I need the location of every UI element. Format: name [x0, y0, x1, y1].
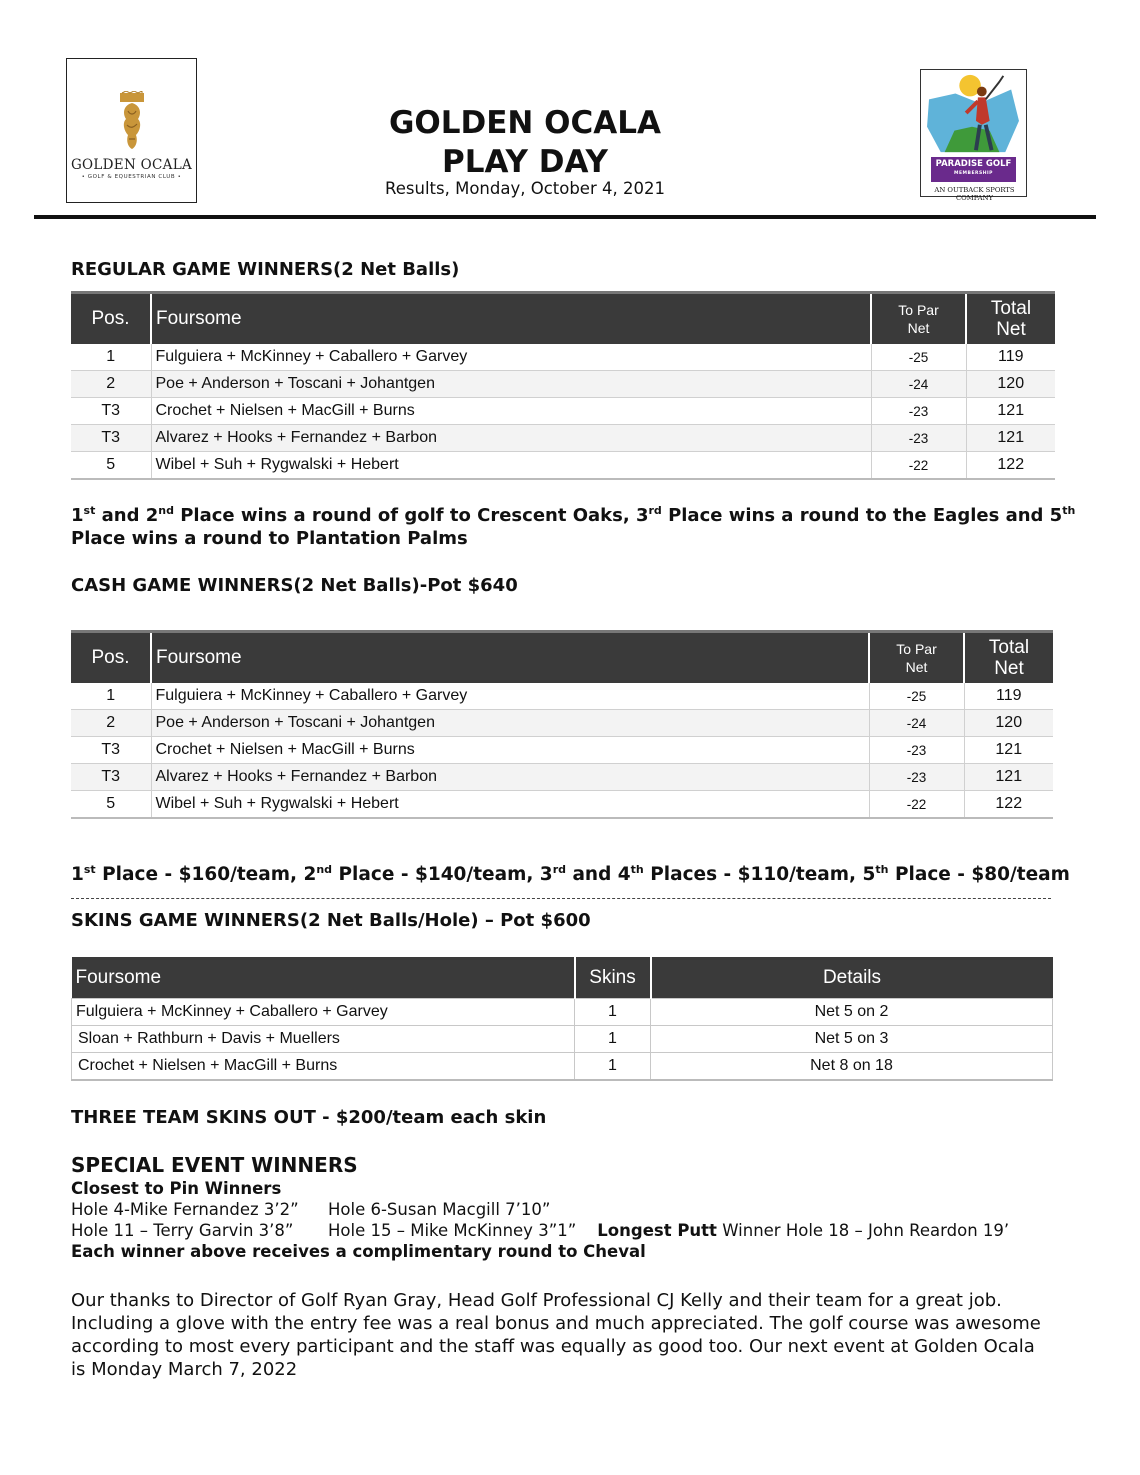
special-heading: SPECIAL EVENT WINNERS: [71, 1153, 358, 1177]
table-row: [71, 344, 1055, 371]
note-text: and 2: [95, 505, 159, 526]
golfer-icon: [921, 70, 1026, 158]
col-pos: Pos.: [71, 632, 151, 684]
special-events: [71, 1153, 1009, 1262]
table-row: [72, 1053, 1053, 1081]
longest-putt-label: Longest Putt: [597, 1221, 717, 1240]
col-skins: Skins: [575, 957, 651, 999]
note-text: Place - $80/team: [888, 864, 1070, 885]
cell-total: 121: [964, 737, 1053, 764]
cell-pos: 2: [71, 371, 151, 398]
title-line-1: GOLDEN OCALA: [388, 105, 662, 141]
membership-text: MEMBERSHIP: [954, 171, 993, 176]
col-topar-l2: Net: [905, 659, 928, 675]
cell-total: 119: [966, 344, 1055, 371]
cell-pos: 5: [71, 452, 151, 480]
cell-foursome: Alvarez + Hooks + Fernandez + Barbon: [151, 425, 871, 452]
logo-name: GOLDEN OCALA: [70, 157, 193, 173]
dashed-divider: [71, 898, 1051, 899]
col-total-l1: Total: [990, 298, 1032, 319]
golden-ocala-logo: [66, 58, 197, 203]
cell-total: 122: [964, 791, 1053, 819]
cell-details: Net 5 on 2: [651, 999, 1053, 1026]
skins-header-row: [72, 957, 1053, 999]
thanks-paragraph: Our thanks to Director of Golf Ryan Gray, Head Golf Professional CJ Kelly and their team for a great job. Including a glove with the entry fee was a real bonus and much appreciated. The golf course was awesome according to most every participant and the staff was equally as good too. Our next event at Golden Ocala is Monday March 7, 2022: [71, 1290, 1041, 1380]
header-rule: [34, 215, 1096, 219]
note-sup: nd: [316, 862, 333, 876]
table-row: [71, 791, 1053, 819]
cell-foursome: Poe + Anderson + Toscani + Johantgen: [151, 371, 871, 398]
skins-note: THREE TEAM SKINS OUT - $200/team each skin: [71, 1107, 547, 1128]
closest-winner: Hole 11 – Terry Garvin 3’8”: [71, 1221, 294, 1240]
note-sup: rd: [552, 862, 566, 876]
closest-list: [71, 1199, 1009, 1241]
col-details: Details: [651, 957, 1053, 999]
closest-heading: Closest to Pin Winners: [71, 1179, 282, 1198]
cell-foursome: Wibel + Suh + Rygwalski + Hebert: [151, 791, 869, 819]
cell-details: Net 8 on 18: [651, 1053, 1053, 1081]
table-row: [71, 452, 1055, 480]
col-total: [964, 632, 1053, 684]
table-row: [72, 999, 1053, 1026]
note-sup: st: [83, 862, 96, 876]
table-row: [71, 425, 1055, 452]
cell-foursome: Crochet + Nielsen + MacGill + Burns: [151, 737, 869, 764]
note-sup: th: [1062, 504, 1076, 517]
cell-topar: -23: [871, 398, 966, 425]
cash-prize-note: [71, 863, 1070, 886]
cell-foursome: Sloan + Rathburn + Davis + Muellers: [72, 1026, 575, 1053]
cell-total: 122: [966, 452, 1055, 480]
col-topar: [871, 293, 966, 345]
cash-table: [71, 630, 1053, 819]
cell-topar: -25: [871, 344, 966, 371]
table-row: [71, 737, 1053, 764]
cash-heading: CASH GAME WINNERS(2 Net Balls)-Pot $640: [71, 575, 518, 596]
note-sup: th: [875, 862, 889, 876]
closest-winner-row: [328, 1220, 1009, 1241]
cell-foursome: Crochet + Nielsen + MacGill + Burns: [72, 1053, 575, 1081]
cell-foursome: Crochet + Nielsen + MacGill + Burns: [151, 398, 871, 425]
regular-header-row: [71, 293, 1055, 345]
cell-foursome: Alvarez + Hooks + Fernandez + Barbon: [151, 764, 869, 791]
note-text: 1: [71, 864, 84, 885]
col-topar-l1: To Par: [896, 641, 937, 657]
page-title: [330, 104, 720, 182]
col-foursome: Foursome: [151, 293, 871, 345]
lion-crest-icon: [112, 91, 152, 151]
paradise-golf-logo: [920, 69, 1027, 202]
page-subtitle: Results, Monday, October 4, 2021: [385, 179, 665, 198]
cell-pos: 5: [71, 791, 151, 819]
cell-total: 121: [964, 764, 1053, 791]
note-sup: rd: [648, 504, 662, 517]
closest-winner: Hole 4-Mike Fernandez 3’2”: [71, 1200, 299, 1219]
note-text: Place wins a round to Plantation Palms: [71, 528, 468, 549]
cell-total: 120: [966, 371, 1055, 398]
table-row: [72, 1026, 1053, 1053]
logo-subtitle: • GOLF & EQUESTRIAN CLUB •: [81, 174, 182, 180]
note-sup: st: [83, 504, 96, 517]
cell-foursome: Poe + Anderson + Toscani + Johantgen: [151, 710, 869, 737]
cell-topar: -23: [869, 764, 964, 791]
cell-total: 119: [964, 683, 1053, 710]
cell-details: Net 5 on 3: [651, 1026, 1053, 1053]
closest-winner: Hole 15 – Mike McKinney 3”1”: [328, 1221, 577, 1240]
cell-total: 120: [964, 710, 1053, 737]
skins-heading: SKINS GAME WINNERS(2 Net Balls/Hole) – Pot $600: [71, 910, 591, 931]
cell-skins: 1: [575, 1026, 651, 1053]
note-text: Place - $140/team, 3: [332, 864, 553, 885]
skins-table: [71, 957, 1053, 1081]
cell-pos: 2: [71, 710, 151, 737]
note-sup: nd: [158, 504, 174, 517]
paradise-golf-label: [931, 157, 1016, 182]
cell-topar: -22: [871, 452, 966, 480]
cell-pos: T3: [71, 425, 151, 452]
title-line-2: PLAY DAY: [442, 144, 608, 180]
table-row: [71, 371, 1055, 398]
regular-prize-note: [71, 504, 1075, 550]
cell-total: 121: [966, 425, 1055, 452]
note-text: Places - $110/team, 5: [643, 864, 876, 885]
cell-pos: T3: [71, 398, 151, 425]
cell-pos: 1: [71, 344, 151, 371]
col-foursome: Foursome: [72, 957, 575, 999]
table-row: [71, 683, 1053, 710]
cell-foursome: Fulguiera + McKinney + Caballero + Garvey: [151, 344, 871, 371]
col-topar-l1: To Par: [898, 302, 939, 318]
col-foursome: Foursome: [151, 632, 869, 684]
outback-text: AN OUTBACK SPORTS COMPANY: [934, 186, 1015, 202]
cell-skins: 1: [575, 1053, 651, 1081]
col-total-l2: Net: [994, 658, 1024, 679]
cell-pos: 1: [71, 683, 151, 710]
note-sup: th: [630, 862, 644, 876]
longest-putt-text: Winner Hole 18 – John Reardon 19’: [716, 1221, 1010, 1240]
cell-foursome: Fulguiera + McKinney + Caballero + Garvey: [151, 683, 869, 710]
paradise-golf-text: PARADISE GOLF: [935, 159, 1012, 169]
col-total: [966, 293, 1055, 345]
cell-foursome: Fulguiera + McKinney + Caballero + Garvey: [72, 999, 575, 1026]
note-text: and 4: [566, 864, 631, 885]
note-text: 1: [71, 505, 84, 526]
table-row: [71, 764, 1053, 791]
col-topar-l2: Net: [907, 320, 930, 336]
cell-topar: -23: [871, 425, 966, 452]
regular-table: [71, 291, 1055, 480]
cell-pos: T3: [71, 764, 151, 791]
closest-winner: Hole 6-Susan Macgill 7’10”: [328, 1200, 551, 1219]
cell-pos: T3: [71, 737, 151, 764]
regular-heading: REGULAR GAME WINNERS(2 Net Balls): [71, 259, 460, 280]
cell-skins: 1: [575, 999, 651, 1026]
cell-total: 121: [966, 398, 1055, 425]
cell-topar: -22: [869, 791, 964, 819]
cash-header-row: [71, 632, 1053, 684]
note-text: Place wins a round of golf to Crescent Oaks, 3: [173, 505, 649, 526]
note-text: Place - $160/team, 2: [95, 864, 317, 885]
table-row: [71, 398, 1055, 425]
cell-foursome: Wibel + Suh + Rygwalski + Hebert: [151, 452, 871, 480]
note-text: Place wins a round to the Eagles and 5: [661, 505, 1063, 526]
col-total-l2: Net: [996, 319, 1026, 340]
col-total-l1: Total: [988, 637, 1030, 658]
special-footer: Each winner above receives a complimentary round to Cheval: [71, 1242, 646, 1261]
cell-topar: -25: [869, 683, 964, 710]
cell-topar: -24: [871, 371, 966, 398]
cell-topar: -24: [869, 710, 964, 737]
cell-topar: -23: [869, 737, 964, 764]
col-pos: Pos.: [71, 293, 151, 345]
col-topar: [869, 632, 964, 684]
table-row: [71, 710, 1053, 737]
